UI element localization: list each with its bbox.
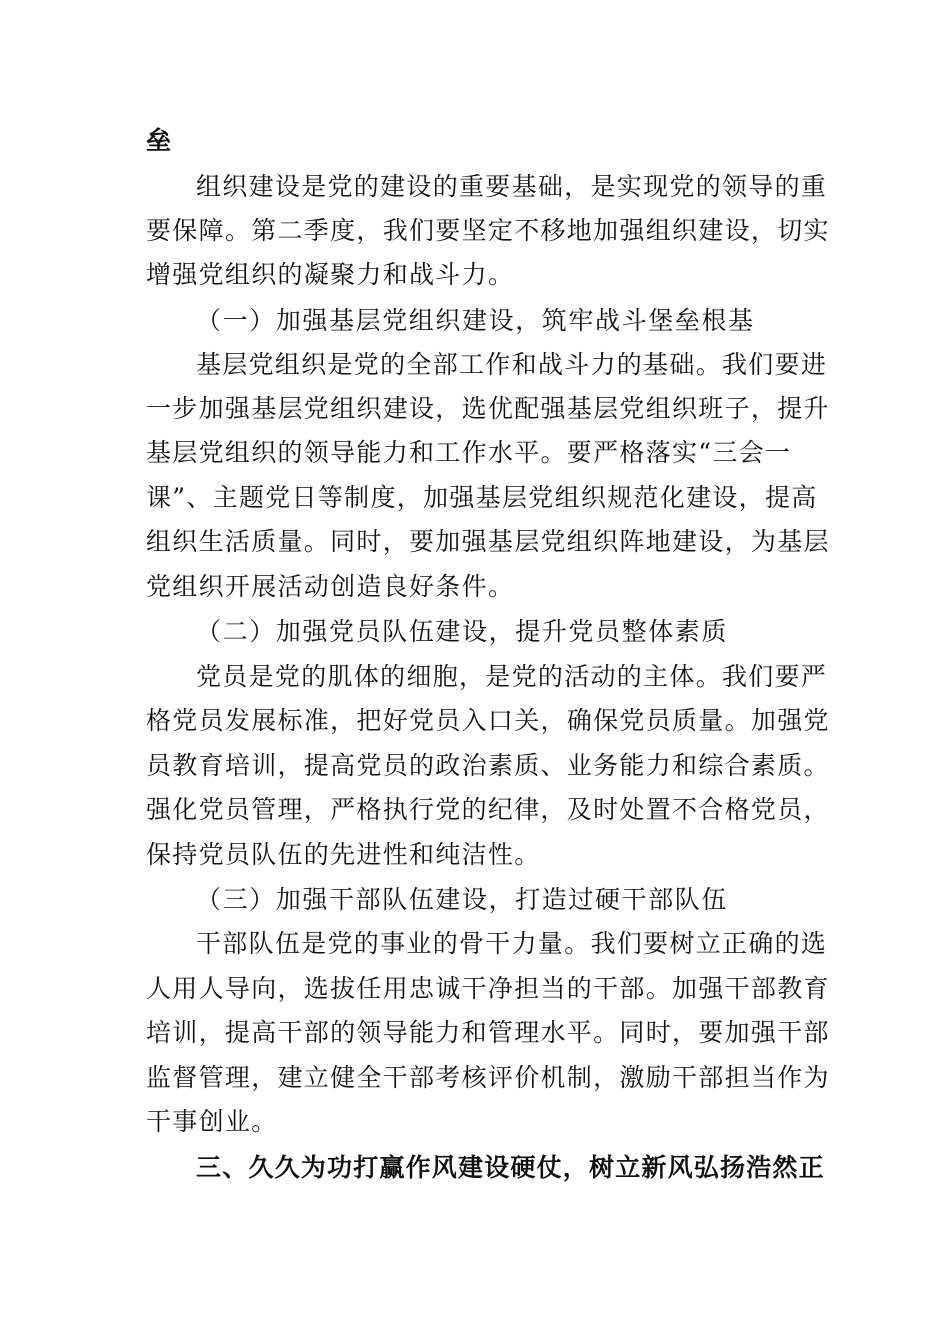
paragraph-3-line-2: 格党员发展标准，把好党员入口关，确保党员质量。加强党 xyxy=(146,706,830,735)
section-heading-3: 三、久久为功打赢作风建设硬仗，树立新风弘扬浩然正 xyxy=(196,1153,825,1182)
subheading-3: （三）加强干部队伍建设，打造过硬干部队伍 xyxy=(196,885,729,914)
paragraph-3-line-1: 党员是党的肌体的细胞，是党的活动的主体。我们要严 xyxy=(196,662,828,691)
paragraph-1-line-2: 要保障。第二季度，我们要坚定不移地加强组织建设，切实 xyxy=(146,216,830,245)
subheading-1: （一）加强基层党组织建设，筑牢战斗堡垒根基 xyxy=(196,306,755,335)
paragraph-2-line-6: 党组织开展活动创造良好条件。 xyxy=(146,572,515,601)
paragraph-3-line-5: 保持党员队伍的先进性和纯洁性。 xyxy=(146,840,541,869)
paragraph-2-line-4: 课”、主题党日等制度，加强基层党组织规范化建设，提高 xyxy=(146,483,818,512)
paragraph-2-line-1: 基层党组织是党的全部工作和战斗力的基础。我们要进 xyxy=(196,350,828,379)
paragraph-2-line-5: 组织生活质量。同时，要加强基层党组织阵地建设，为基层 xyxy=(146,527,830,556)
paragraph-3-line-3: 员教育培训，提高党员的政治素质、业务能力和综合素质。 xyxy=(146,751,830,780)
paragraph-4-line-4: 监督管理，建立健全干部考核评价机制，激励干部担当作为 xyxy=(146,1063,830,1092)
section-heading-continuation: 垒 xyxy=(146,126,173,155)
paragraph-4-line-5: 干事创业。 xyxy=(146,1107,278,1136)
paragraph-1-line-1: 组织建设是党的建设的重要基础，是实现党的领导的重 xyxy=(196,172,828,201)
subheading-2: （二）加强党员队伍建设，提升党员整体素质 xyxy=(196,617,729,646)
paragraph-3-line-4: 强化党员管理，严格执行党的纪律，及时处置不合格党员， xyxy=(146,795,830,824)
paragraph-4-line-2: 人用人导向，选拔任用忠诚干净担当的干部。加强干部教育 xyxy=(146,974,830,1003)
paragraph-2-line-3: 基层党组织的领导能力和工作水平。要严格落实“三会一 xyxy=(146,438,792,467)
paragraph-1-line-3: 增强党组织的凝聚力和战斗力。 xyxy=(146,260,515,289)
paragraph-2-line-2: 一步加强基层党组织建设，选优配强基层党组织班子，提升 xyxy=(146,394,830,423)
paragraph-4-line-1: 干部队伍是党的事业的骨干力量。我们要树立正确的选 xyxy=(196,929,828,958)
paragraph-4-line-3: 培训，提高干部的领导能力和管理水平。同时，要加强干部 xyxy=(146,1018,830,1047)
